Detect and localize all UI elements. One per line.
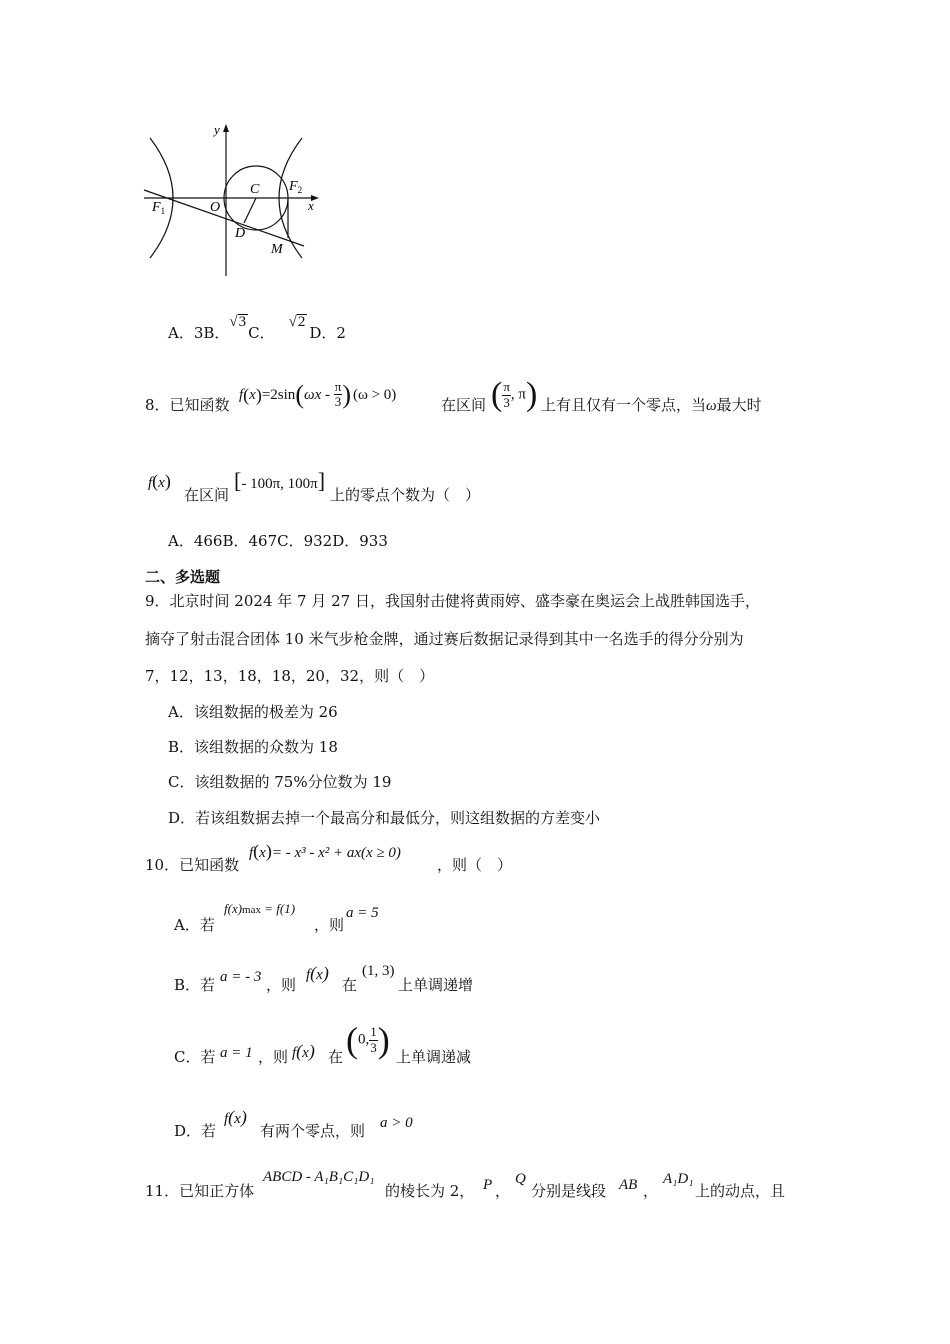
q8-fx: f(x)	[148, 471, 171, 491]
q7-option-b-radicand: 3	[238, 314, 247, 330]
q7-option-c-radicand: 2	[297, 314, 306, 330]
q8-text2: 上有且仅有一个零点，当ω最大时	[541, 396, 762, 414]
q8-interval2: [- 100π, 100π]	[234, 468, 326, 493]
q9-option-a: A．该组数据的极差为 26	[168, 703, 338, 721]
label-d: D	[235, 226, 246, 241]
q8-text1: 在区间	[441, 396, 487, 414]
q7-option-c: C．	[248, 324, 275, 342]
q9-option-d: D．若该组数据去掉一个最高分和最低分，则这组数据的方差变小	[168, 809, 601, 827]
y-axis-arrow	[223, 124, 229, 132]
q10-number: 10．已知函数	[145, 856, 240, 874]
q9-line2: 摘夺了射击混合团体 10 米气步枪金牌，通过赛后数据记录得到其中一名选手的得分分别为	[145, 630, 744, 648]
q9-option-b: B．该组数据的众数为 18	[168, 738, 338, 756]
q8-options: A．466B．467C．932D．933	[168, 532, 388, 550]
label-o: O	[210, 200, 221, 215]
label-m: M	[271, 242, 283, 257]
q8-text4: 在区间	[184, 486, 230, 504]
q8-interval: ( $\frac{\pi}{3}$ , π)	[491, 376, 538, 413]
q8-text5: 上的零点个数为（ ）	[330, 486, 481, 504]
q9-option-c: C．该组数据的 75%分位数为 19	[168, 773, 392, 791]
label-f2: $F_2$	[289, 179, 303, 195]
q7-option-d: D．2	[309, 324, 346, 342]
hyperbola-figure	[138, 118, 328, 280]
q9-line1: 9．北京时间 2024 年 7 月 27 日，我国射击健将黄雨婷、盛李豪在奥运会上战胜韩国选手，	[145, 592, 760, 610]
section-title-multiple-choice: 二、多选题	[145, 568, 221, 586]
q10-function: f(x)= - x³ - x² + ax(x ≥ 0)	[249, 841, 401, 861]
q7-option-a: A．3	[168, 324, 204, 342]
q7-option-b: B．	[203, 324, 230, 342]
label-y: y	[214, 122, 220, 137]
label-f1: $F_1$	[152, 200, 166, 216]
q8-number: 8．已知函数	[145, 396, 230, 414]
line-c-d	[244, 198, 256, 223]
q7-options: A．3B．√3C．√2D．2	[168, 314, 346, 342]
label-c: C	[250, 182, 260, 197]
q9-line3: 7，12，13，18，18，20，32，则（ ）	[145, 667, 435, 685]
q8-function: f(x)=2sin(ωx - $\frac{\pi}{3}$ ) (ω > 0)	[239, 379, 397, 410]
label-x: x	[308, 198, 314, 213]
q10-tail: ，则（ ）	[437, 856, 513, 874]
